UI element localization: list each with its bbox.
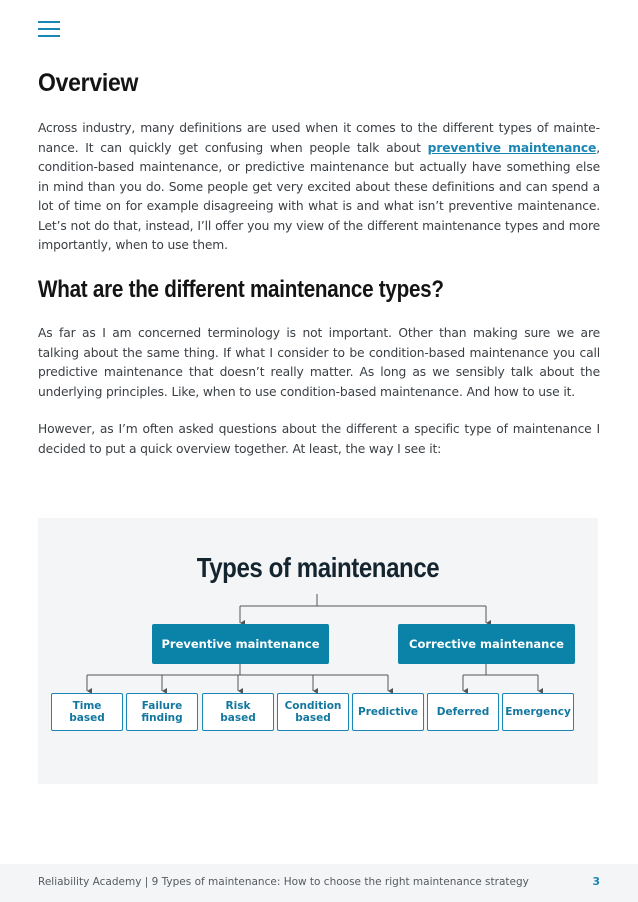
risk-based-box: Risk based	[202, 693, 274, 731]
diagram-title: Types of maintenance	[196, 552, 440, 583]
preventive-maintenance-box: Preventive maintenance	[152, 624, 329, 664]
overview-intro-paragraph: However, as I’m often asked questions about the different a specific type of maintenance I decided to put a quick overview together. At least, the way I see it:	[38, 422, 600, 456]
condition-based-box: Condition based	[277, 693, 349, 731]
time-based-box: Time based	[51, 693, 123, 731]
menu-line	[38, 35, 60, 37]
hamburger-menu-icon[interactable]	[38, 20, 60, 37]
emergency-box: Emergency	[502, 693, 574, 731]
failure-finding-box: Failure finding	[126, 693, 198, 731]
page-footer	[0, 864, 638, 902]
menu-line	[38, 21, 60, 23]
footer-text: Reliability Academy | 9 Types of maintenance: How to choose the right maintenance strategy	[38, 876, 529, 888]
predictive-box: Predictive	[352, 693, 424, 731]
deferred-box: Deferred	[427, 693, 499, 731]
overview-paragraph	[38, 119, 600, 256]
maintenance-types-diagram	[38, 518, 598, 784]
page-number: 3	[592, 875, 600, 888]
overview-text-before: Across industry, many definitions are used when it comes to the different types of maintenance. It can quickly get confusing when people talk about	[38, 121, 600, 155]
overview-heading: Overview	[38, 69, 139, 97]
corrective-maintenance-box: Corrective maintenance	[398, 624, 575, 664]
menu-line	[38, 28, 60, 30]
preventive-maintenance-link[interactable]: preventive maintenance	[427, 140, 597, 155]
overview-text-after: , condition-based maintenance, or predictive maintenance but actually have something else in mind than you do. Some people get very excited about these definitions and can spend a lot of time on for example disagreeing with what is and what isn’t preventive maintenance. Let’s not do that, instead, I’ll offer you my view of the different maintenance types and more importantly, when to use them.	[38, 140, 601, 252]
terminology-paragraph: As far as I am concerned terminology is not important. Other than making sure we are talking about the same thing. If what I consider to be condition-based maintenance you call predictive maintenance that doesn’t really matter. As long as we sensibly talk about the underlying principles. Like, when to use condition-based maintenance. And how to use it.	[38, 326, 600, 399]
types-heading: What are the different maintenance types?	[38, 276, 444, 303]
